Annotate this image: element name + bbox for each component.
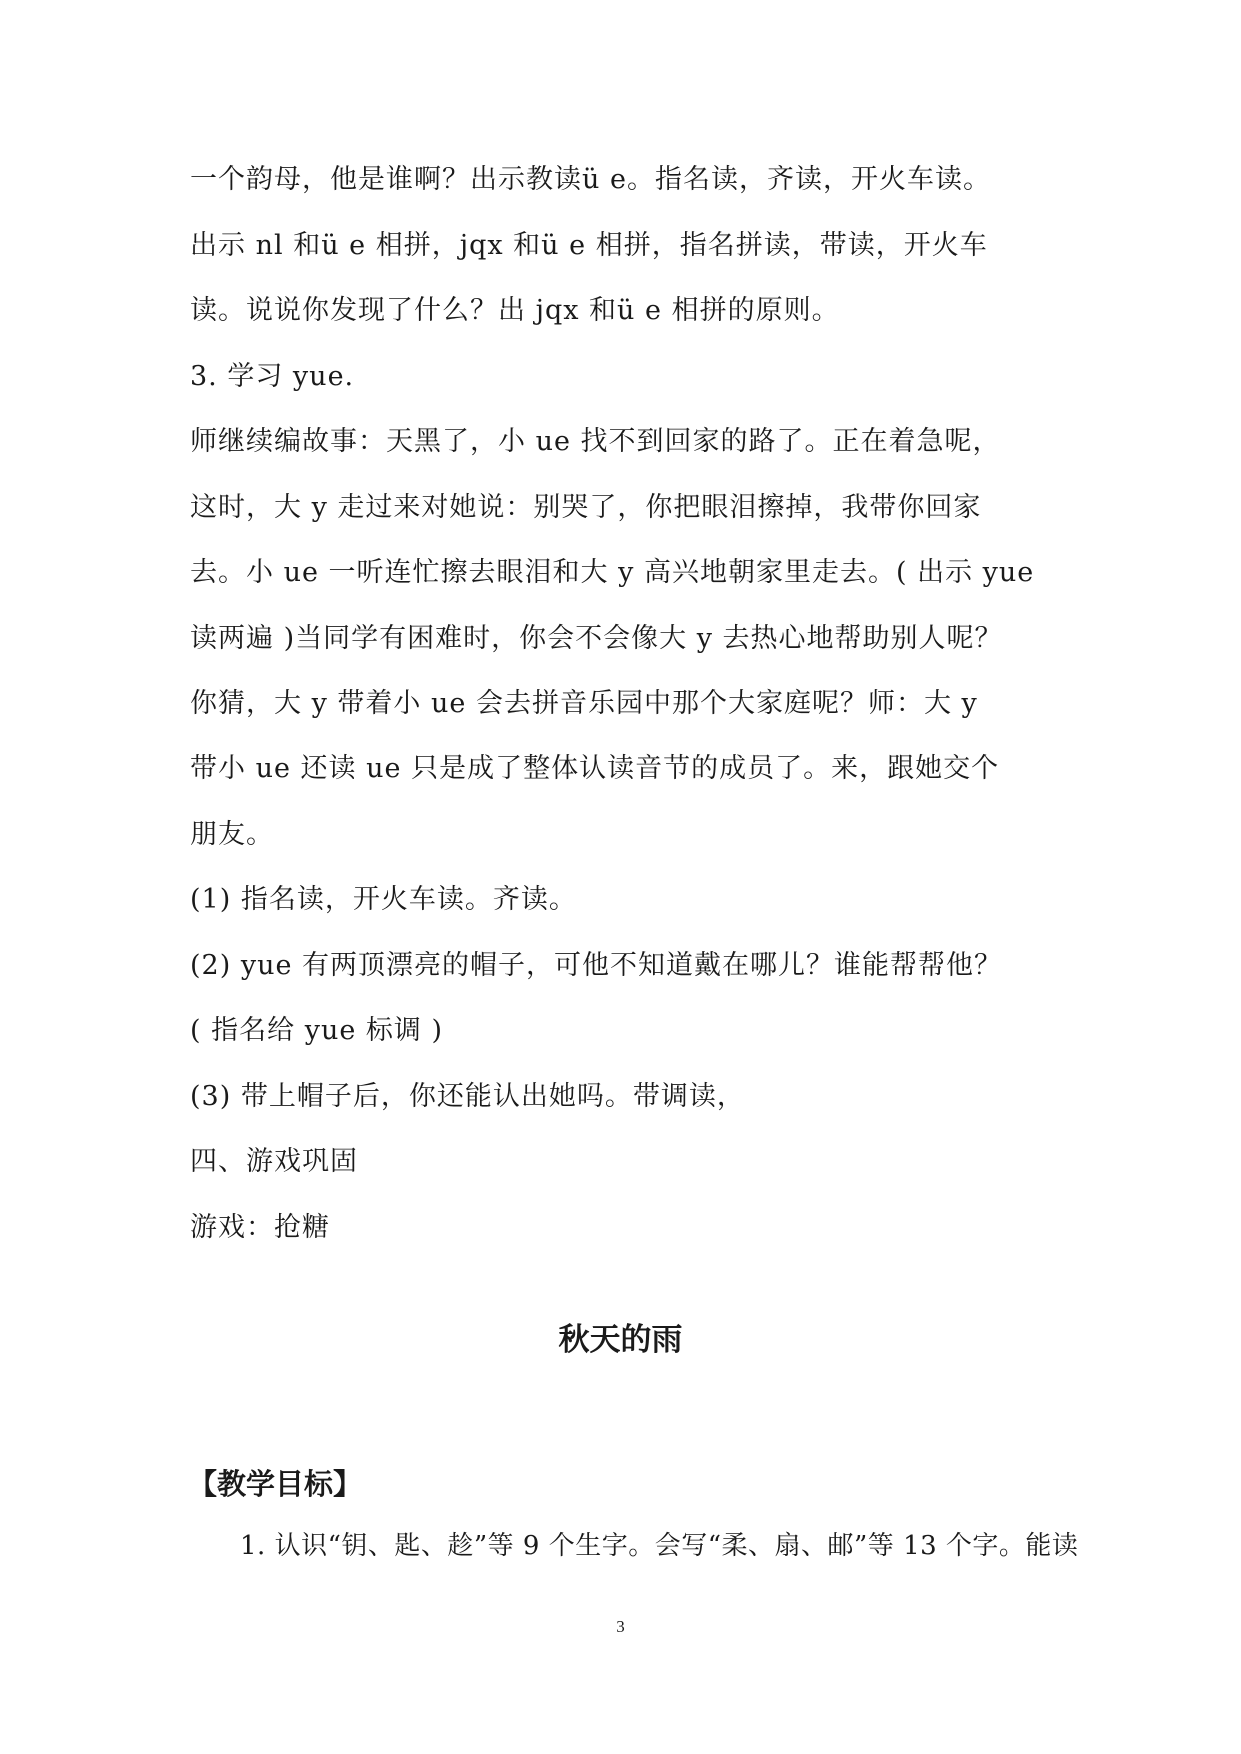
body-line: 去。小 ue 一听连忙擦去眼泪和大 y 高兴地朝家里走去。( 出示 yue bbox=[190, 557, 1035, 588]
body-line: (2) yue 有两顶漂亮的帽子，可他不知道戴在哪儿？谁能帮帮他？ bbox=[190, 950, 1003, 981]
body-line: 出示 nl 和ü e 相拼，jqx 和ü e 相拼，指名拼读，带读，开火车 bbox=[190, 230, 988, 261]
section-heading: 四、游戏巩固 bbox=[190, 1146, 358, 1177]
body-line: 这时，大 y 走过来对她说：别哭了，你把眼泪擦掉，我带你回家 bbox=[190, 492, 982, 523]
objective-item: 1. 认识“钥、匙、趁”等 9 个生字。会写“柔、扇、邮”等 13 个字。能读 bbox=[240, 1531, 1079, 1561]
body-line: 一个韵母，他是谁啊？出示教读ü e。指名读，齐读，开火车读。 bbox=[190, 164, 991, 195]
body-line: (3) 带上帽子后，你还能认出她吗。带调读， bbox=[190, 1081, 745, 1112]
lesson-title: 秋天的雨 bbox=[558, 1322, 683, 1358]
body-line: 朋友。 bbox=[190, 819, 274, 850]
body-line: 带小 ue 还读 ue 只是成了整体认读音节的成员了。来，跟她交个 bbox=[190, 753, 1000, 784]
body-line: 3. 学习 yue. bbox=[190, 361, 355, 392]
body-line: 游戏：抢糖 bbox=[190, 1212, 330, 1243]
objectives-heading: 【教学目标】 bbox=[188, 1467, 363, 1501]
body-line: (1) 指名读，开火车读。齐读。 bbox=[190, 884, 577, 915]
body-line: 读两遍 )当同学有困难时，你会不会像大 y 去热心地帮助别人呢？ bbox=[190, 623, 1003, 654]
body-line: 读。说说你发现了什么？出 jqx 和ü e 相拼的原则。 bbox=[190, 295, 840, 326]
body-line: 你猜，大 y 带着小 ue 会去拼音乐园中那个大家庭呢？师：大 y bbox=[190, 688, 978, 719]
body-line: 师继续编故事：天黑了，小 ue 找不到回家的路了。正在着急呢， bbox=[190, 426, 1001, 457]
body-line: ( 指名给 yue 标调 ) bbox=[190, 1015, 444, 1046]
page-number: 3 bbox=[616, 1617, 625, 1636]
